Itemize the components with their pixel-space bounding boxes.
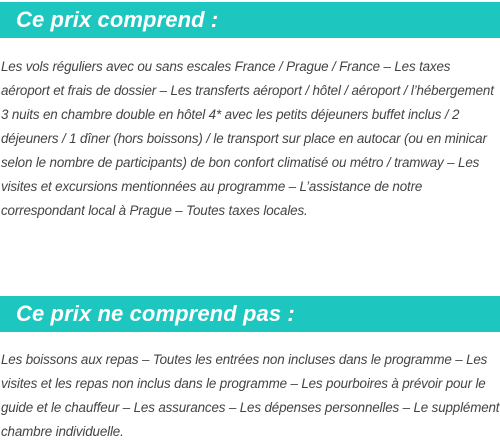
price-excludes-section [0,296,500,444]
price-includes-banner [0,2,500,38]
price-excludes-banner [0,296,500,332]
price-includes-heading: Ce prix comprend : [16,7,219,32]
price-includes-text: Les vols réguliers avec ou sans escales France / Prague / France – Les taxes aéroport et frais de dossier – Les transferts aéroport / hôtel / aéroport / l’hébergement 3 nuits en chambre double en hôtel 4* avec les petits déjeuners buffet inclus / 2 déjeuners / 1 dîner (hors boissons) / le transport sur place en autocar (ou en minicar selon le nombre de participants) de bon confort climatisé ou métro / tramway – Les visites et excursions mentionnées au programme – L’assistance de notre correspondant local à Prague – Toutes taxes locales. [1,59,494,218]
price-excludes-text: Les boissons aux repas – Toutes les entrées non incluses dans le programme – Les visites et les repas non inclus dans le programme – Les pourboires à prévoir pour le guide et le chauffeur – Les assurances – Les dépenses personnelles – Le supplément chambre individuelle. [1,352,500,439]
price-excludes-heading: Ce prix ne comprend pas : [16,301,295,326]
price-includes-section [0,2,500,223]
